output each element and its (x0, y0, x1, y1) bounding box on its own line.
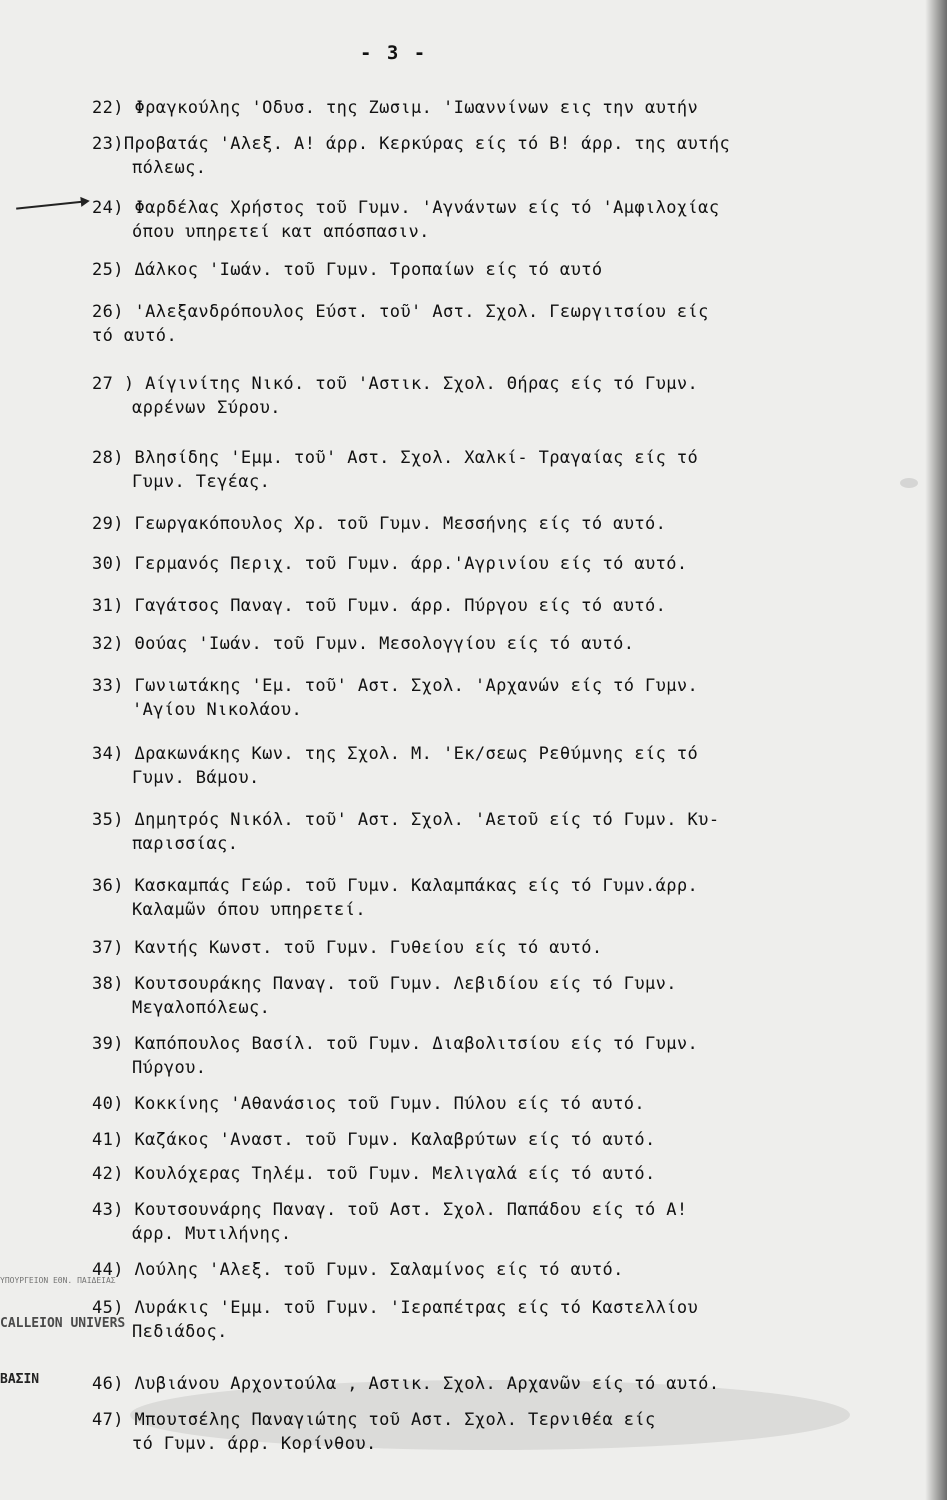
entry-39 (92, 1032, 902, 1080)
entry-line: 39) Καπόπουλος Βασίλ. τοῦ Γυμν. Διαβολιτσίου είς τό Γυμν. (92, 1034, 699, 1054)
entry-44 (92, 1258, 902, 1282)
entry-29 (92, 512, 902, 536)
entry-34 (92, 742, 902, 790)
entry-35 (92, 808, 902, 856)
entry-line: 40) Κοκκίνης 'Αθανάσιος τοῦ Γυμν. Πύλου είς τό αυτό. (92, 1094, 646, 1114)
entry-33 (92, 674, 902, 722)
entry-line-continued: 'Αγίου Νικολάου. (132, 700, 303, 720)
entry-line-continued: όπου υπηρετεί κατ απόσπασιν. (132, 222, 430, 242)
ink-blot (900, 478, 918, 488)
entry-line: 47) Μπουτσέλης Παναγιώτης τοῦ Αστ. Σχολ. Τερνιθέα είς (92, 1410, 656, 1430)
entry-line: 29) Γεωργακόπουλος Χρ. τοῦ Γυμν. Μεσσήνης είς τό αυτό. (92, 514, 667, 534)
entry-line: 37) Καντής Κωνστ. τοῦ Γυμν. Γυθείου είς τό αυτό. (92, 938, 603, 958)
entry-25 (92, 258, 902, 282)
entry-line: 33) Γωνιωτάκης 'Εμ. τοῦ' Αστ. Σχολ. 'Αρχανών είς τό Γυμν. (92, 676, 699, 696)
entry-27 (92, 372, 902, 420)
entry-line-continued: τό Γυμν. άρρ. Κορίνθου. (132, 1434, 377, 1454)
entry-line-continued: Καλαμῶν όπου υπηρετεί. (132, 900, 366, 920)
entry-line-continued: Πεδιάδος. (132, 1322, 228, 1342)
entry-31 (92, 594, 902, 618)
entry-line-continued: τό αυτό. (92, 326, 178, 346)
entry-38 (92, 972, 902, 1020)
entry-26 (92, 300, 902, 348)
entry-line-continued: Γυμν. Τεγέας. (132, 472, 271, 492)
entry-40 (92, 1092, 902, 1116)
entry-42 (92, 1162, 902, 1186)
entry-line: 36) Κασκαμπάς Γεώρ. τοῦ Γυμν. Καλαμπάκας είς τό Γυμν.άρρ. (92, 876, 699, 896)
entry-30 (92, 552, 902, 576)
entry-line: 23)Προβατάς 'Αλεξ. Α! άρρ. Κερκύρας είς τό Β! άρρ. της αυτής (92, 134, 731, 154)
entry-32 (92, 632, 902, 656)
entry-line: 28) Βλησίδης 'Εμμ. τοῦ' Αστ. Σχολ. Χαλκί- Τραγαίας είς τό (92, 448, 699, 468)
entry-24 (92, 196, 902, 244)
page-number: - 3 - (360, 42, 428, 64)
entry-line-continued: Πύργου. (132, 1058, 207, 1078)
entry-line: 38) Κουτσουράκης Παναγ. τοῦ Γυμν. Λεβιδίου είς τό Γυμν. (92, 974, 677, 994)
entry-line-continued: αρρένων Σύρου. (132, 398, 281, 418)
entry-45 (92, 1296, 902, 1344)
entry-line: 44) Λούλης 'Αλεξ. τοῦ Γυμν. Σαλαμίνος είς τό αυτό. (92, 1260, 624, 1280)
entry-line: 26) 'Αλεξανδρόπουλος Εύστ. τοῦ' Αστ. Σχολ. Γεωργιτσίου είς (92, 302, 709, 322)
entry-line-continued: πόλεως. (132, 158, 207, 178)
entry-23 (92, 132, 902, 180)
entry-line: 42) Κουλόχερας Τηλέμ. τοῦ Γυμν. Μελιγαλά είς τό αυτό. (92, 1164, 656, 1184)
entry-line: 35) Δημητρός Νικόλ. τοῦ' Αστ. Σχολ. 'Αετοῦ είς τό Γυμν. Κυ- (92, 810, 720, 830)
entry-line: 32) Θούας 'Ιωάν. τοῦ Γυμν. Μεσολογγίου είς τό αυτό. (92, 634, 635, 654)
margin-stamp-small: ΥΠΟΥΡΓΕΙΟΝ ΕΘΝ. ΠΑΙΔΕΙΑΣ (0, 1276, 116, 1285)
entry-line: 45) Λυράκις 'Εμμ. τοῦ Γυμν. 'Ιεραπέτρας είς τό Καστελλίου (92, 1298, 699, 1318)
scan-smudge (130, 1380, 850, 1450)
entry-line: 46) Λυβιάνου Αρχοντούλα , Αστικ. Σχολ. Αρχανῶν είς τό αυτό. (92, 1374, 720, 1394)
margin-stamp-label: CALLEION UNIVERS (0, 1316, 126, 1331)
entry-41 (92, 1128, 902, 1152)
entry-36 (92, 874, 902, 922)
entry-line: 22) Φραγκούλης 'Οδυσ. της Ζωσιμ. 'Ιωαννίνων εις την αυτήν (92, 98, 699, 118)
entry-28 (92, 446, 902, 494)
entry-37 (92, 936, 902, 960)
entry-43 (92, 1198, 902, 1246)
entry-22 (92, 96, 902, 120)
entry-line-continued: Μεγαλοπόλεως. (132, 998, 271, 1018)
entry-line: 24) Φαρδέλας Χρήστος τοῦ Γυμν. 'Αγνάντων είς τό 'Αμφιλοχίας (92, 198, 720, 218)
margin-stamp-fragment: ΒΑΣΙΝ (0, 1372, 40, 1387)
entry-line: 25) Δάλκος 'Ιωάν. τοῦ Γυμν. Τροπαίων είς τό αυτό (92, 260, 603, 280)
entry-line: 27 ) Αίγινίτης Νικό. τοῦ 'Αστικ. Σχολ. Θήρας είς τό Γυμν. (92, 374, 699, 394)
entry-line-continued: άρρ. Μυτιλήνης. (132, 1224, 292, 1244)
entry-line: 34) Δρακωνάκης Κων. της Σχολ. Μ. 'Εκ/σεως Ρεθύμνης είς τό (92, 744, 699, 764)
entry-line: 30) Γερμανός Περιχ. τοῦ Γυμν. άρρ.'Αγρινίου είς τό αυτό. (92, 554, 688, 574)
entry-line: 31) Γαγάτσος Παναγ. τοῦ Γυμν. άρρ. Πύργου είς τό αυτό. (92, 596, 667, 616)
entry-line: 41) Καζάκος 'Αναστ. τοῦ Γυμν. Καλαβρύτων είς τό αυτό. (92, 1130, 656, 1150)
handwritten-arrow-mark (16, 200, 86, 209)
entry-line-continued: Γυμν. Βάμου. (132, 768, 260, 788)
entry-line-continued: παρισσίας. (132, 834, 239, 854)
entry-line: 43) Κουτσουνάρης Παναγ. τοῦ Αστ. Σχολ. Παπάδου είς τό Α! (92, 1200, 688, 1220)
